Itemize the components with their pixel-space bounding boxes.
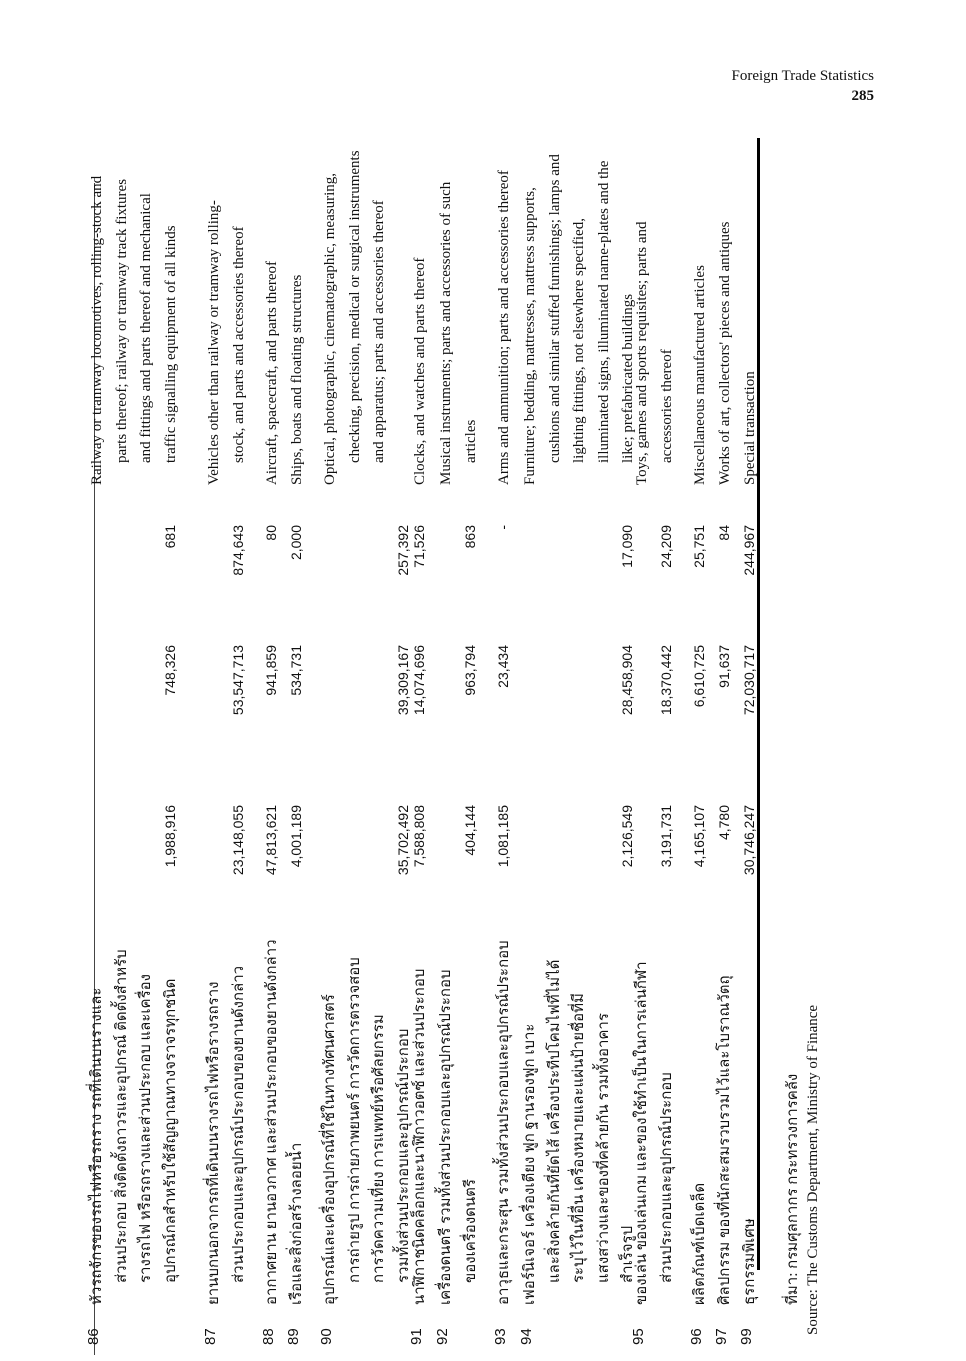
thai-description-line: การวัดความเที่ยง การแพทย์หรือศัลยกรรม — [371, 1014, 387, 1283]
value-col3: 681 — [161, 525, 178, 549]
thai-description — [85, 925, 183, 1305]
english-description-line: parts thereof; railway or tramway track fixtures — [113, 178, 130, 463]
thai-description-line: การถ่ายรูป การถ่ายภาพยนตร์ การวัดการตรวจสอบ — [346, 957, 363, 1283]
english-description — [202, 95, 251, 485]
english-description-line: accessories thereof — [658, 349, 675, 463]
value-col1: 4,001,189 — [288, 805, 304, 868]
value-col3: 71,526 — [411, 525, 427, 568]
value-col3: 874,643 — [229, 525, 246, 576]
english-description-line: Arms and ammunition; parts and accessories thereof — [496, 170, 512, 485]
value-col2: 18,370,442 — [657, 645, 674, 716]
english-description-line: like; prefabricated buildings — [620, 293, 636, 463]
thai-description-line: ส่วนประกอบและอุปกรณ์ประกอบของยานดังกล่าว — [230, 965, 247, 1283]
hs-code: 99 — [738, 1328, 755, 1345]
hs-code: 93 — [492, 1328, 509, 1345]
thai-description-line: อากาศยาน ยานอวกาศ และส่วนประกอบของยานดังกล่าว — [264, 939, 280, 1305]
hs-code: 97 — [713, 1328, 730, 1345]
english-description — [713, 95, 738, 485]
page-number: 285 — [851, 88, 874, 104]
thai-description — [202, 925, 251, 1305]
value-col3: 24,209 — [657, 525, 674, 568]
english-description — [738, 95, 763, 485]
thai-description-line: รางรถไฟ หรือรถรางและส่วนประกอบ และเครื่อง — [138, 974, 154, 1283]
value-col1: 404,144 — [461, 805, 478, 856]
hs-code: 92 — [434, 1328, 451, 1345]
value-col3: 257,392 — [394, 525, 411, 576]
english-description-line: Vehicles other than railway or tramway rolling- — [206, 200, 222, 485]
value-col2: 91,637 — [716, 645, 732, 688]
english-description-line: stock, and parts and accessories thereof — [230, 226, 247, 463]
value-col2: 534,731 — [288, 645, 304, 696]
value-col3: 17,090 — [619, 525, 635, 568]
thai-description — [688, 925, 713, 1305]
english-description-line: Clocks, and watches and parts thereof — [412, 257, 428, 485]
thai-description-line: อุปกรณ์และเครื่องอุปกรณ์ที่ใช้ในทางทัศนศาสตร์ — [322, 994, 338, 1305]
hs-code: 91 — [408, 1328, 425, 1345]
english-description — [492, 95, 517, 485]
source-note-english: Source: The Customs Department, Ministry of Finance — [805, 1004, 821, 1335]
value-col1: 1,988,916 — [161, 805, 178, 868]
english-description-line: Aircraft, spacecraft, and parts thereof — [264, 260, 280, 485]
english-description — [408, 95, 433, 485]
thai-description-line: สำเร็จรูป — [620, 1225, 636, 1283]
thai-description — [434, 925, 483, 1305]
value-col1: 4,780 — [716, 805, 732, 841]
english-description-line: Railway or tramway locomotives, rolling-stock and — [89, 175, 105, 485]
value-col2: 53,547,713 — [229, 645, 246, 716]
value-col3: 84 — [716, 525, 732, 541]
english-description-line: Ships, boats and floating structures — [289, 274, 305, 485]
english-description-line: Miscellaneous manufactured articles — [692, 265, 708, 485]
thai-description-line: ของเครื่องดนตรี — [462, 1179, 479, 1283]
value-col3: - — [495, 525, 511, 530]
value-col2: 14,074,696 — [411, 645, 427, 716]
value-col2: 39,309,167 — [394, 645, 411, 716]
thai-description — [738, 925, 763, 1305]
value-col3: 2,000 — [288, 525, 304, 561]
hs-code: 90 — [318, 1328, 335, 1345]
english-description — [434, 95, 483, 485]
thai-description-line: แสงสว่างและของที่คล้ายกัน รวมทั้งอาคาร — [595, 1013, 612, 1283]
value-col2: 963,794 — [461, 645, 478, 696]
rotated-table — [40, 95, 821, 1345]
value-col1: 2,126,549 — [619, 805, 635, 868]
hs-code: 94 — [518, 1328, 535, 1345]
thai-description-line: ธุรกรรมพิเศษ — [742, 1218, 758, 1305]
value-col1: 1,081,185 — [495, 805, 511, 868]
thai-description-line: เครื่องดนตรี รวมทั้งส่วนประกอบและอุปกรณ์ประกอบ — [438, 969, 454, 1305]
english-description-line: and fittings and parts thereof and mechanical — [138, 193, 154, 463]
thai-description-line: ผลิตภัณฑ์เบ็ดเตล็ด — [692, 1182, 708, 1305]
value-col1: 30,746,247 — [741, 805, 757, 876]
running-header-title: Foreign Trade Statistics — [731, 68, 874, 84]
english-description-line: articles — [462, 419, 479, 463]
english-description-line: Special transaction — [742, 371, 758, 485]
english-description-line: lighting fittings, not elsewhere specified, — [571, 218, 587, 463]
value-col1: 35,702,492 — [394, 805, 411, 876]
thai-description-line: นาฬิกาชนิดคล็อกและนาฬิกาวอตซ์ และส่วนประกอบ — [412, 968, 428, 1305]
thai-description — [408, 925, 433, 1305]
value-col1: 23,148,055 — [229, 805, 246, 876]
value-col1: 47,813,621 — [263, 805, 279, 876]
thai-description — [260, 925, 285, 1305]
value-col2: 28,458,904 — [619, 645, 635, 716]
thai-description-line: เฟอร์นิเจอร์ เครื่องเตียง ฟูก ฐานรองฟูก เบาะ — [522, 1023, 538, 1305]
thai-description-line: ส่วนประกอบ สิ่งติดตั้งถาวรและอุปกรณ์ ติดตั้งสำหรับ — [113, 949, 130, 1283]
hs-code: 86 — [85, 1328, 102, 1345]
hs-code: 96 — [688, 1328, 705, 1345]
thai-description — [492, 925, 517, 1305]
english-description-line: illuminated signs, illuminated name-plates and the — [595, 160, 612, 463]
english-description-line: and apparatus; parts and accessories thereof — [371, 200, 387, 463]
hs-code: 89 — [285, 1328, 302, 1345]
english-description-line: Optical, photographic, cinematographic, measuring, — [322, 173, 338, 485]
value-col2: 23,434 — [495, 645, 511, 688]
thai-description-line: ของเล่น ของเล่นเกม และของใช้ทำเป็นในการเล่นกีฬา — [634, 961, 650, 1305]
value-col3: 80 — [263, 525, 279, 541]
english-description-line: Furniture; bedding, mattresses, mattress supports, — [522, 187, 538, 485]
hs-code: 95 — [630, 1328, 647, 1345]
english-description-line: traffic signalling equipment of all kinds — [162, 225, 179, 463]
english-description — [630, 95, 679, 485]
thai-description-line: ยานบกนอกจากรถที่เดินบนรางรถไฟหรือรางรถราง — [206, 981, 222, 1305]
english-description-line: cushions and similar stuffed furnishings; lamps and — [546, 154, 563, 463]
thai-description-line: ส่วนประกอบและอุปกรณ์ประกอบ — [658, 1072, 675, 1283]
thai-description-line: อาวุธและกระสุน รวมทั้งส่วนประกอบและอุปกรณ์ประกอบ — [496, 940, 512, 1305]
english-description-line: checking, precision, medical or surgical instruments — [346, 150, 363, 463]
thai-description-line: เรือและสิ่งก่อสร้างลอยน้ำ — [289, 1142, 305, 1305]
hs-code: 87 — [202, 1328, 219, 1345]
value-col2: 72,030,717 — [741, 645, 757, 716]
thai-description-line: ศิลปกรรม ของที่นักสะสมรวบรวมไว้และโบราณวัตถุ — [717, 975, 733, 1305]
thai-description — [713, 925, 738, 1305]
english-description — [318, 95, 392, 485]
value-col3: 244,967 — [741, 525, 757, 576]
english-description — [688, 95, 713, 485]
value-col2: 748,326 — [161, 645, 178, 696]
thai-description-line: รวมทั้งส่วนประกอบและอุปกรณ์ประกอบ — [395, 1028, 412, 1283]
hs-code: 88 — [260, 1328, 277, 1345]
english-description — [85, 95, 183, 485]
value-col1: 4,165,107 — [691, 805, 707, 868]
english-description-line: Toys, games and sports requisites; parts and — [634, 221, 650, 485]
value-col3: 25,751 — [691, 525, 707, 568]
thai-description — [285, 925, 310, 1305]
thai-description — [518, 925, 641, 1305]
thai-description-line: และสิ่งคล้ายกันที่ยัดไส้ เครื่องประทีปโคมไฟที่ไม่ได้ — [546, 959, 563, 1283]
english-description — [518, 95, 641, 485]
value-col3: 863 — [461, 525, 478, 549]
value-col1: 7,588,808 — [411, 805, 427, 868]
thai-description — [318, 925, 416, 1305]
thai-description-line: หัวรถจักรของรถไฟหรือรถราง รถที่เดินบนรางและ — [89, 987, 105, 1305]
english-description-line: Musical instruments; parts and accessories of such — [438, 181, 454, 485]
english-description — [285, 95, 310, 485]
value-col2: 6,610,725 — [691, 645, 707, 708]
value-col2: 941,859 — [263, 645, 279, 696]
source-note-thai: ที่มา: กรมศุลกากร กระทรวงการคลัง — [785, 1073, 801, 1305]
value-col1: 3,191,731 — [657, 805, 674, 868]
thai-description — [630, 925, 679, 1305]
english-description-line: Works of art, collectors' pieces and antiques — [717, 221, 733, 485]
thai-description-line: ระบุไว้ในที่อื่น เครื่องหมายและแผ่นป้ายชื่อที่มี — [571, 993, 587, 1283]
english-description — [260, 95, 285, 485]
thai-description-line: อุปกรณ์กลสำหรับใช้สัญญาณทางจราจรทุกชนิด — [162, 978, 179, 1283]
